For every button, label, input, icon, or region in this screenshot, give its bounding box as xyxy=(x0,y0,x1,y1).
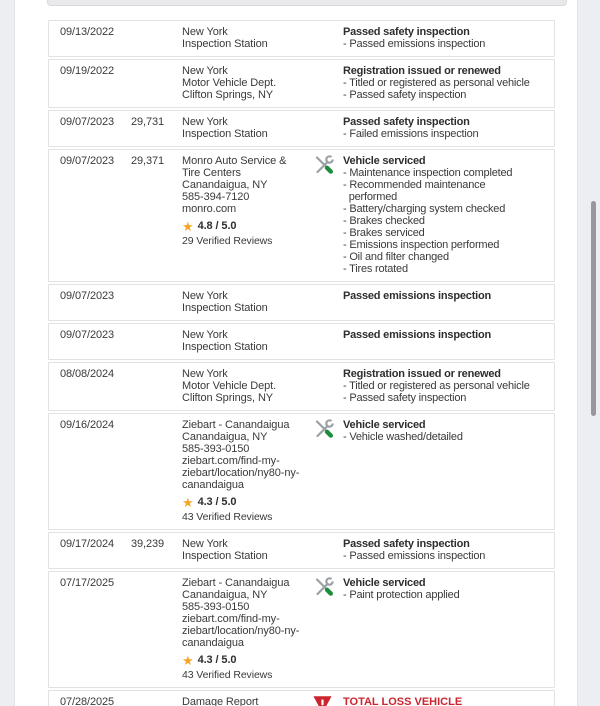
record-icon-cell xyxy=(312,419,343,444)
source-line: New York xyxy=(182,26,228,38)
source-line: Inspection Station xyxy=(182,550,268,562)
source-line: ziebart.com/find-my- xyxy=(182,455,280,467)
damage-alert-icon xyxy=(312,695,333,706)
record-detail-line: - Failed emissions inspection xyxy=(343,128,479,140)
history-record-row xyxy=(48,20,555,57)
record-details xyxy=(343,329,550,341)
source-line: Motor Vehicle Dept. xyxy=(182,380,277,392)
record-date: 09/17/2024 xyxy=(60,538,115,550)
record-icon-cell xyxy=(312,155,343,180)
source-line: 585-394-7120 xyxy=(182,191,250,203)
previous-row-remnant xyxy=(47,0,567,6)
source-line: canandaigua xyxy=(182,637,244,649)
source-line: New York xyxy=(182,65,228,77)
record-title: Vehicle serviced xyxy=(343,419,426,431)
source-line: 585-393-0150 xyxy=(182,601,250,613)
source-line: Canandaigua, NY xyxy=(182,431,268,443)
source-line: Canandaigua, NY xyxy=(182,179,268,191)
rating-value: 4.3 / 5.0 xyxy=(197,496,237,508)
vehicle-history-table xyxy=(48,20,555,706)
record-source xyxy=(182,696,312,706)
history-record-row xyxy=(48,323,555,360)
source-line: ziebart.com/find-my- xyxy=(182,613,280,625)
history-record-row xyxy=(48,571,555,688)
record-title: Passed emissions inspection xyxy=(343,290,492,302)
record-date: 09/16/2024 xyxy=(60,419,115,431)
record-title: Registration issued or renewed xyxy=(343,65,501,77)
record-mileage: 29,731 xyxy=(131,116,165,128)
record-detail-line: - Vehicle washed/detailed xyxy=(343,431,463,443)
record-source xyxy=(182,26,312,50)
history-record-row xyxy=(48,532,555,569)
record-details xyxy=(343,116,550,140)
record-detail-line: - Brakes checked xyxy=(343,215,425,227)
service-tools-icon xyxy=(312,575,336,599)
record-mileage: 39,239 xyxy=(131,538,165,550)
record-date: 07/17/2025 xyxy=(60,577,115,589)
record-date: 09/07/2023 xyxy=(60,116,115,128)
record-date: 09/13/2022 xyxy=(60,26,115,38)
history-record-row xyxy=(48,413,555,530)
rating-row xyxy=(182,496,306,508)
record-source xyxy=(182,329,312,353)
source-line: Damage Report xyxy=(182,696,259,706)
record-source xyxy=(182,577,312,681)
record-details xyxy=(343,368,550,404)
record-source xyxy=(182,116,312,140)
record-detail-line: - Maintenance inspection completed xyxy=(343,167,513,179)
record-detail-line: - Oil and filter changed xyxy=(343,251,449,263)
record-source xyxy=(182,290,312,314)
record-details xyxy=(343,419,550,443)
record-detail-line: - Passed safety inspection xyxy=(343,392,467,404)
verified-reviews-count: 43 Verified Reviews xyxy=(182,669,273,681)
record-detail-line: - Passed safety inspection xyxy=(343,89,467,101)
record-mileage: 29,371 xyxy=(131,155,165,167)
record-detail-line: - Brakes serviced xyxy=(343,227,425,239)
source-line: Clifton Springs, NY xyxy=(182,392,274,404)
source-line: ziebart/location/ny80-ny- xyxy=(182,625,300,637)
service-tools-icon xyxy=(312,153,336,177)
source-line: Ziebart - Canandaigua xyxy=(182,577,290,589)
rating-row xyxy=(182,654,306,666)
star-icon: ★ xyxy=(182,652,194,668)
source-line: Motor Vehicle Dept. xyxy=(182,77,277,89)
source-line: New York xyxy=(182,329,228,341)
record-title: Registration issued or renewed xyxy=(343,368,501,380)
record-detail-line: - Battery/charging system checked xyxy=(343,203,506,215)
record-date: 09/07/2023 xyxy=(60,155,115,167)
record-details xyxy=(343,26,550,50)
record-date: 09/19/2022 xyxy=(60,65,115,77)
record-title: Passed safety inspection xyxy=(343,538,470,550)
star-icon: ★ xyxy=(182,218,194,234)
history-record-row xyxy=(48,284,555,321)
source-line: Inspection Station xyxy=(182,302,268,314)
rating-value: 4.8 / 5.0 xyxy=(197,220,237,232)
record-detail-line: - Passed emissions inspection xyxy=(343,550,486,562)
star-icon: ★ xyxy=(182,494,194,510)
source-line: New York xyxy=(182,290,228,302)
source-line: New York xyxy=(182,538,228,550)
record-details xyxy=(343,290,550,302)
record-details xyxy=(343,538,550,562)
record-title: Passed emissions inspection xyxy=(343,329,492,341)
record-detail-line: - Recommended maintenance xyxy=(343,179,486,191)
verified-reviews-count: 43 Verified Reviews xyxy=(182,511,273,523)
source-line: ziebart/location/ny80-ny- xyxy=(182,467,300,479)
source-line: Ziebart - Canandaigua xyxy=(182,419,290,431)
source-line: 585-393-0150 xyxy=(182,443,250,455)
history-record-row xyxy=(48,149,555,282)
source-line: New York xyxy=(182,368,228,380)
record-icon-cell xyxy=(312,577,343,602)
record-detail-line: - Passed emissions inspection xyxy=(343,38,486,50)
record-date: 08/08/2024 xyxy=(60,368,115,380)
record-detail-line: - Tires rotated xyxy=(343,263,408,275)
record-date: 07/28/2025 xyxy=(60,696,115,706)
verified-reviews-count: 29 Verified Reviews xyxy=(182,235,273,247)
source-line: New York xyxy=(182,116,228,128)
source-line: Inspection Station xyxy=(182,38,268,50)
source-line: monro.com xyxy=(182,203,237,215)
source-line: canandaigua xyxy=(182,479,244,491)
source-line: Clifton Springs, NY xyxy=(182,89,274,101)
history-record-row xyxy=(48,690,555,706)
record-source xyxy=(182,419,312,523)
history-record-row xyxy=(48,110,555,147)
record-detail-line: - Paint protection applied xyxy=(343,589,460,601)
rating-row xyxy=(182,220,306,232)
record-details xyxy=(343,696,550,706)
history-record-row xyxy=(48,59,555,108)
scrollbar-thumb[interactable] xyxy=(591,201,596,416)
record-source xyxy=(182,65,312,101)
rating-value: 4.3 / 5.0 xyxy=(197,654,237,666)
source-line: Monro Auto Service & xyxy=(182,155,287,167)
service-tools-icon xyxy=(312,417,336,441)
record-icon-cell xyxy=(312,696,343,706)
record-details xyxy=(343,577,550,601)
record-source xyxy=(182,368,312,404)
record-detail-line: - Titled or registered as personal vehicle xyxy=(343,77,530,89)
source-line: Inspection Station xyxy=(182,128,268,140)
history-record-row xyxy=(48,362,555,411)
record-source xyxy=(182,538,312,562)
record-date: 09/07/2023 xyxy=(60,290,115,302)
record-details xyxy=(343,155,550,275)
source-line: Inspection Station xyxy=(182,341,268,353)
record-source xyxy=(182,155,312,247)
record-date: 09/07/2023 xyxy=(60,329,115,341)
source-line: Canandaigua, NY xyxy=(182,589,268,601)
record-title: TOTAL LOSS VEHICLE xyxy=(343,696,463,706)
content-panel xyxy=(14,0,578,706)
record-title: Vehicle serviced xyxy=(343,155,426,167)
record-detail-line: - Emissions inspection performed xyxy=(343,239,500,251)
record-detail-line: performed xyxy=(343,191,398,203)
record-title: Passed safety inspection xyxy=(343,26,470,38)
record-title: Passed safety inspection xyxy=(343,116,470,128)
record-title: Vehicle serviced xyxy=(343,577,426,589)
record-details xyxy=(343,65,550,101)
source-line: Tire Centers xyxy=(182,167,241,179)
record-detail-line: - Titled or registered as personal vehicle xyxy=(343,380,530,392)
